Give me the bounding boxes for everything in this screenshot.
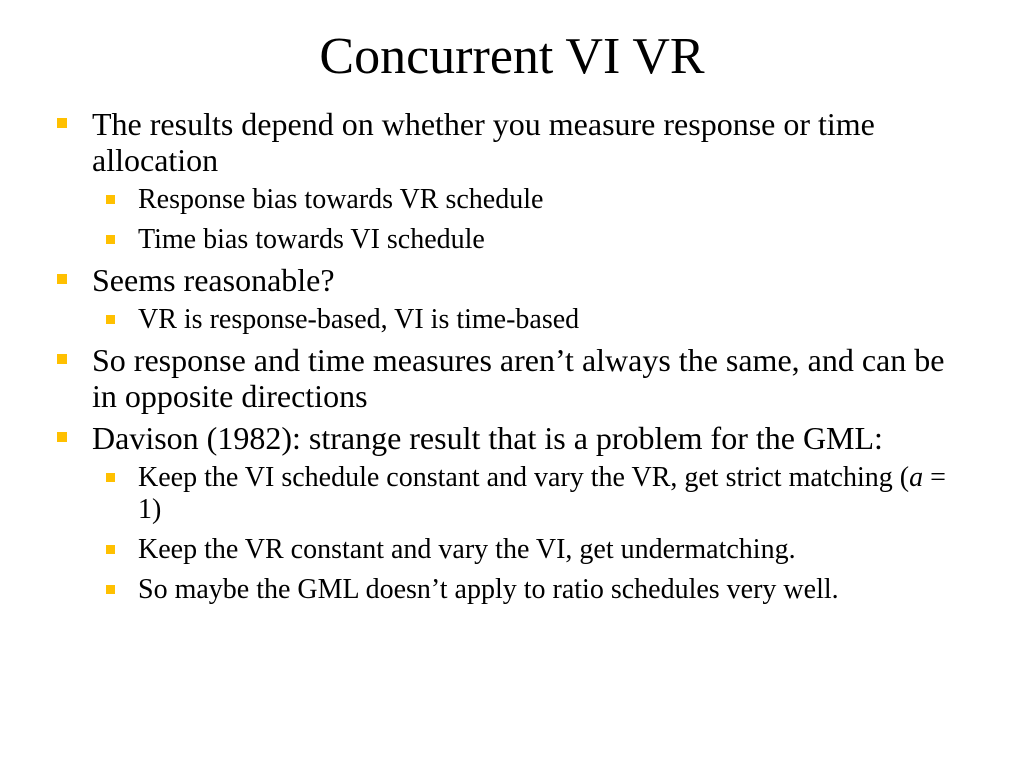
square-bullet-icon <box>106 585 115 594</box>
square-bullet-icon <box>106 235 115 244</box>
sub-bullet-item <box>92 574 972 606</box>
square-bullet-icon <box>106 473 115 482</box>
square-bullet-icon <box>57 118 67 128</box>
bullet-item <box>52 420 972 606</box>
sub-bullet-list <box>92 184 972 256</box>
sub-bullet-list <box>92 304 972 336</box>
bullet-text: The results depend on whether you measure response or time allocation <box>92 106 875 178</box>
sub-bullet-item <box>92 304 972 336</box>
square-bullet-icon <box>106 545 115 554</box>
sub-bullet-item <box>92 184 972 216</box>
bullet-item <box>52 106 972 256</box>
sub-bullet-item <box>92 534 972 566</box>
sub-bullet-item <box>92 462 972 526</box>
sub-bullet-text: Keep the VI schedule constant and vary the VR, get strict matching ( <box>138 462 910 493</box>
sub-bullet-item <box>92 224 972 256</box>
square-bullet-icon <box>57 274 67 284</box>
sub-bullet-text: So maybe the GML doesn’t apply to ratio schedules very well. <box>138 574 839 605</box>
square-bullet-icon <box>57 354 67 364</box>
slide-title: Concurrent VI VR <box>319 28 705 85</box>
square-bullet-icon <box>57 432 67 442</box>
sub-bullet-list <box>92 462 972 606</box>
bullet-text: Davison (1982): strange result that is a problem for the GML: <box>92 420 883 456</box>
matching-variable: a <box>909 462 924 493</box>
sub-bullet-text: Response bias towards VR schedule <box>138 184 544 215</box>
sub-bullet-text: Keep the VR constant and vary the VI, get undermatching. <box>138 534 796 565</box>
sub-bullet-text: Time bias towards VI schedule <box>138 224 485 255</box>
bullet-text: Seems reasonable? <box>92 262 335 298</box>
bullet-text: So response and time measures aren’t always the same, and can be in opposite directions <box>92 342 945 414</box>
square-bullet-icon <box>106 315 115 324</box>
square-bullet-icon <box>106 195 115 204</box>
bullet-item <box>52 342 972 414</box>
sub-bullet-text: VR is response-based, VI is time-based <box>138 304 580 335</box>
matching-value: = 1) <box>138 462 946 525</box>
bullet-list <box>52 106 972 612</box>
bullet-item <box>52 262 972 336</box>
